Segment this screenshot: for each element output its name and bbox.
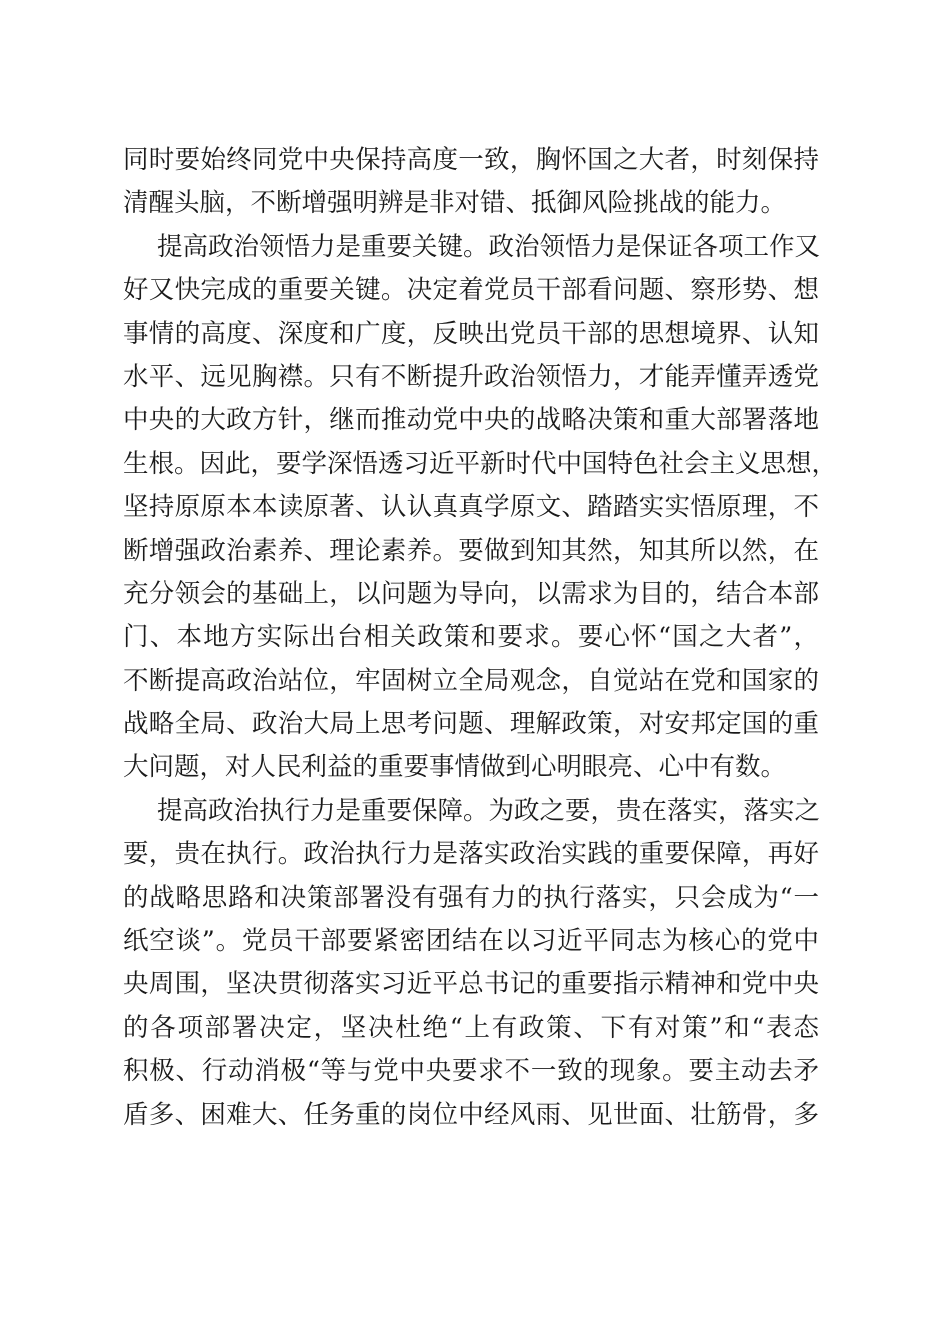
paragraph-line: 好又快完成的重要关键。决定着党员干部看问题、察形势、想 <box>123 275 819 306</box>
paragraph-line: 大问题，对人民利益的重要事情做到心明眼亮、心中有数。 <box>123 752 787 783</box>
paragraph-line: 中央的大政方针，继而推动党中央的战略决策和重大部署落地 <box>123 405 819 436</box>
paragraph-line: 水平、远见胸襟。只有不断提升政治领悟力，才能弄懂弄透党 <box>123 361 819 392</box>
paragraph-line: 战略全局、政治大局上思考问题、理解政策，对安邦定国的重 <box>123 709 819 740</box>
paragraph-1 <box>123 139 843 226</box>
paragraph-line: 同时要始终同党中央保持高度一致，胸怀国之大者，时刻保持 <box>123 145 819 175</box>
paragraph-line: 央周围，坚决贯彻落实习近平总书记的重要指示精神和党中央 <box>123 969 819 1000</box>
paragraph-line: 盾多、困难大、任务重的岗位中经风雨、见世面、壮筋骨，多 <box>123 1099 819 1130</box>
paragraph-line: 积极、行动消极“等与党中央要求不一致的现象。要主动去矛 <box>123 1056 819 1087</box>
paragraph-3 <box>123 790 843 1137</box>
paragraph-line: 门、本地方实际出台相关政策和要求。要心怀“国之大者”， <box>123 622 819 653</box>
paragraph-line: 清醒头脑，不断增强明辨是非对错、抵御风险挑战的能力。 <box>123 188 787 219</box>
paragraph-2 <box>123 226 843 790</box>
paragraph-line: 要，贵在执行。政治执行力是落实政治实践的重要保障，再好 <box>123 839 819 870</box>
paragraph-line: 事情的高度、深度和广度，反映出党员干部的思想境界、认知 <box>123 318 819 349</box>
paragraph-line: 的战略思路和决策部署没有强有力的执行落实，只会成为“一 <box>123 882 819 913</box>
paragraph-line: 坚持原原本本读原著、认认真真学原文、踏踏实实悟原理，不 <box>123 492 819 523</box>
paragraph-line: 不断提高政治站位，牢固树立全局观念，自觉站在党和国家的 <box>123 665 819 696</box>
paragraph-line: 提高政治领悟力是重要关键。政治领悟力是保证各项工作又 <box>157 231 821 262</box>
paragraph-line: 的各项部署决定，坚决杜绝“上有政策、下有对策”和“表态 <box>123 1012 819 1043</box>
paragraph-line: 断增强政治素养、理论素养。要做到知其然，知其所以然，在 <box>123 535 819 566</box>
paragraph-line: 纸空谈”。党员干部要紧密团结在以习近平同志为核心的党中 <box>123 926 819 957</box>
paragraph-line: 生根。因此，要学深悟透习近平新时代中国特色社会主义思想， <box>123 448 838 479</box>
paragraph-line: 充分领会的基础上，以问题为导向，以需求为目的，结合本部 <box>123 578 819 609</box>
paragraph-line: 提高政治执行力是重要保障。为政之要，贵在落实，落实之 <box>157 795 821 826</box>
document-body <box>123 139 843 1137</box>
